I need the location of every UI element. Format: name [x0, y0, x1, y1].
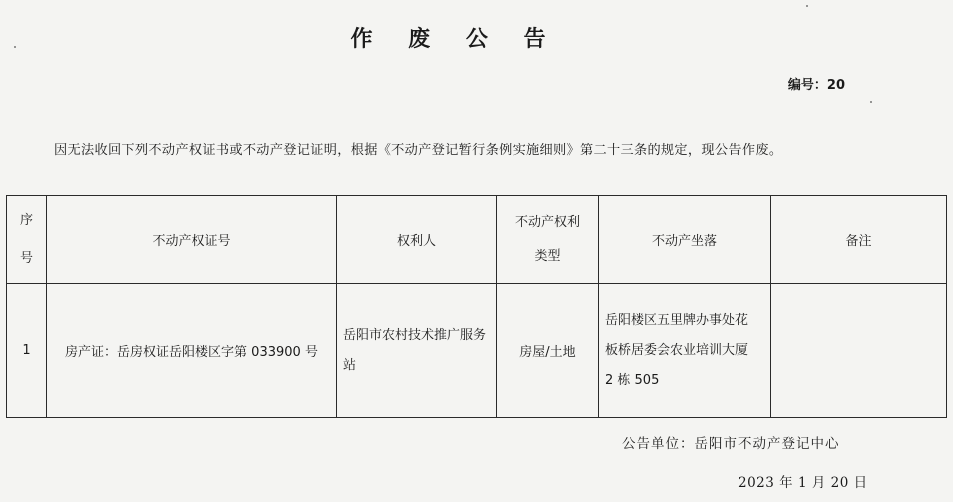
notice-title: 作 废 公 告 [350, 27, 560, 52]
header-holder: 权利人 [337, 196, 497, 284]
notice-intro: 因无法收回下列不动产权证书或不动产登记证明，根据《不动产登记暂行条例实施细则》第二十三条的规定，现公告作废。 [54, 143, 783, 158]
issue-date: 2023 年 1 月 20 日 [738, 475, 868, 491]
table-header-row [7, 196, 947, 284]
serial-number: 编号：20 [787, 78, 845, 93]
scan-speck [870, 101, 872, 103]
scan-speck [806, 5, 808, 7]
issuing-unit: 公告单位：岳阳市不动产登记中心 [622, 436, 840, 452]
header-right-type: 不动产权利 类型 [497, 196, 599, 284]
cell-seq: 1 [7, 284, 47, 418]
cell-right-type: 房屋/土地 [497, 284, 599, 418]
cell-cert-no: 房产证：岳房权证岳阳楼区字第 033900 号 [47, 284, 337, 418]
cell-location: 岳阳楼区五里牌办事处花 板桥居委会农业培训大厦 2 栋 505 [599, 284, 771, 418]
void-certificate-table [6, 195, 947, 418]
cell-remark [771, 284, 947, 418]
table-row [7, 284, 947, 418]
cell-holder: 岳阳市农村技术推广服务 站 [337, 284, 497, 418]
scan-speck [14, 46, 16, 48]
header-seq: 序 号 [7, 196, 47, 284]
header-location: 不动产坐落 [599, 196, 771, 284]
header-remark: 备注 [771, 196, 947, 284]
header-cert-no: 不动产权证号 [47, 196, 337, 284]
